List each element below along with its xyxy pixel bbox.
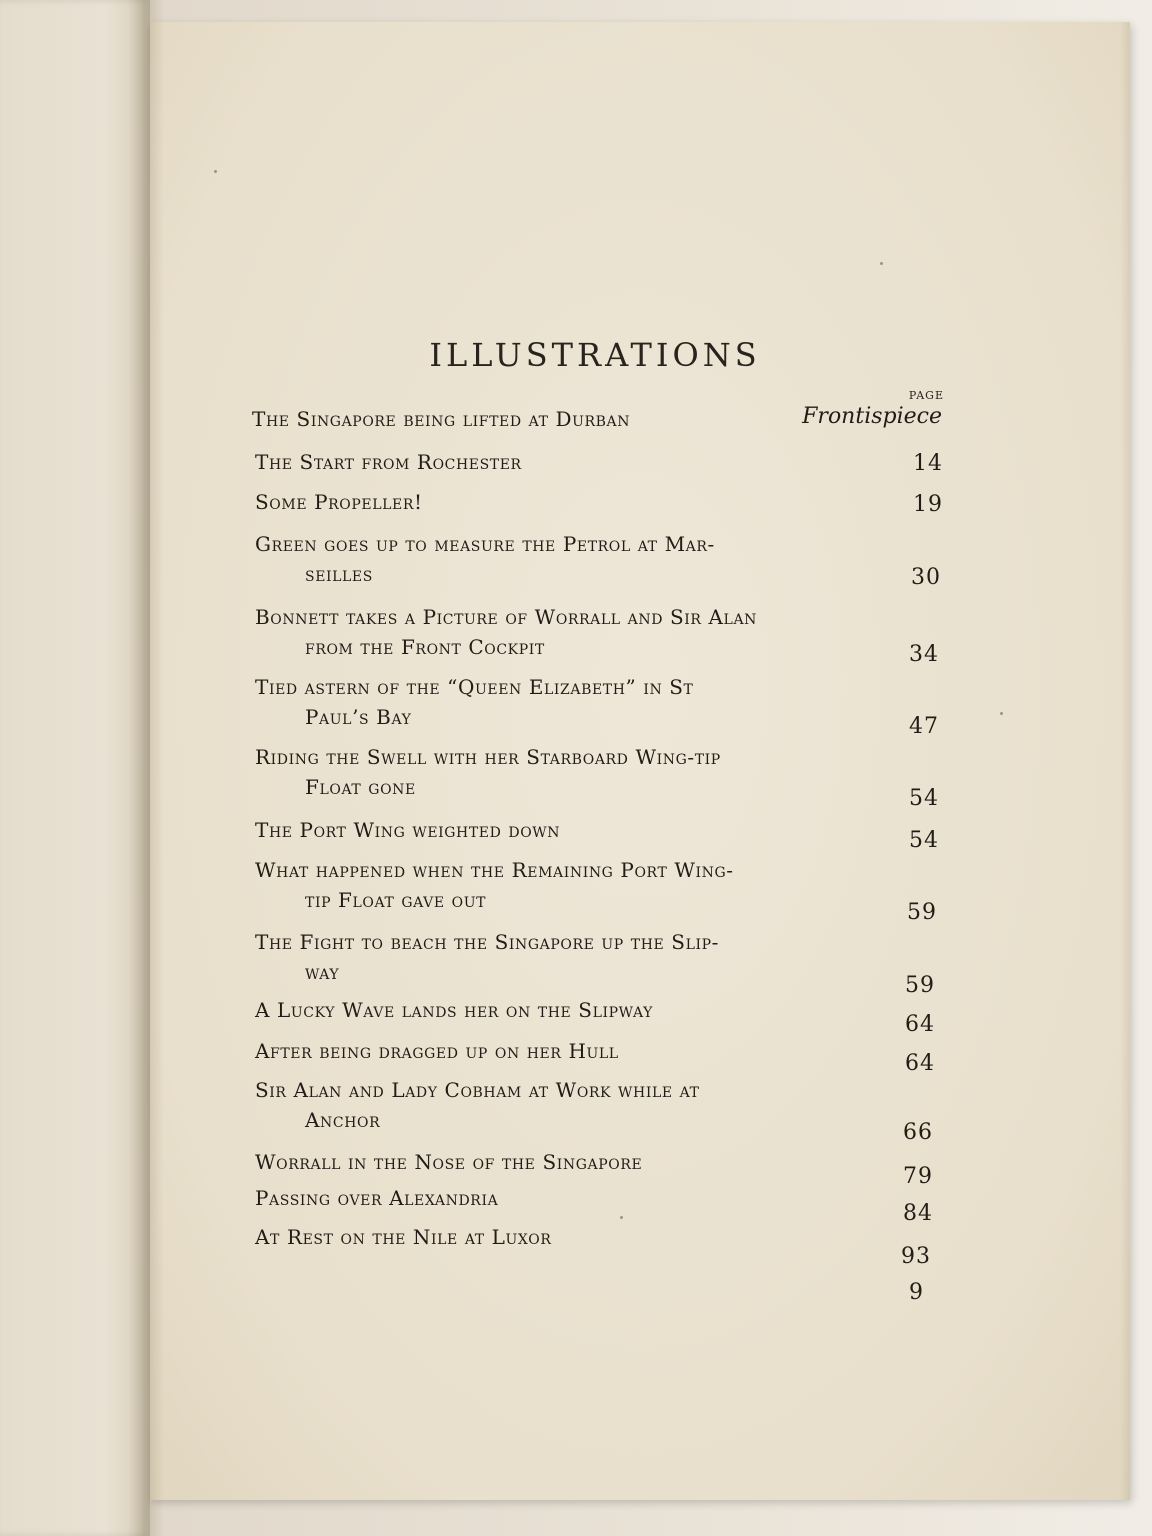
entry-title: Riding the Swell with her Starboard Wing-tip (255, 745, 721, 769)
list-item (255, 1036, 875, 1066)
entry-title-continued: Float gone (305, 775, 416, 799)
entry-title: Some Propeller! (255, 490, 423, 514)
entry-page: 30 (911, 565, 941, 590)
entry-title: The Singapore being lifted at Durban (252, 407, 631, 431)
paper-speck (620, 1216, 623, 1219)
list-item (255, 487, 875, 517)
list-item (255, 855, 875, 915)
entry-title-continued: Paul’s Bay (305, 705, 412, 729)
entry-page: 14 (913, 451, 943, 476)
list-item (255, 1183, 875, 1213)
entry-page: 79 (903, 1164, 933, 1189)
entry-page: 59 (907, 900, 937, 925)
list-item (255, 1075, 875, 1135)
entry-page: 84 (903, 1201, 933, 1226)
entry-page: 59 (905, 973, 935, 998)
entry-page: 64 (905, 1012, 935, 1037)
folio-number: 9 (909, 1280, 924, 1305)
entry-title: The Port Wing weighted down (255, 818, 561, 842)
entry-title: At Rest on the Nile at Luxor (255, 1225, 552, 1249)
entry-title-continued: Anchor (305, 1108, 381, 1132)
book-gutter (128, 0, 164, 1536)
entry-page: 93 (901, 1244, 931, 1269)
entry-title: After being dragged up on her Hull (255, 1039, 619, 1063)
entry-title: Bonnett takes a Picture of Worrall and Sir Alan (255, 605, 758, 629)
entry-page: 64 (905, 1051, 935, 1076)
list-item (255, 1147, 875, 1177)
entry-title: What happened when the Remaining Port Wing- (255, 858, 734, 882)
entry-page: Frontispiece (802, 404, 942, 429)
paper-speck (880, 262, 883, 265)
list-item (255, 447, 875, 477)
list-item (255, 672, 875, 732)
list-item (255, 742, 875, 802)
entry-title: Green goes up to measure the Petrol at Mar- (255, 532, 715, 556)
entry-page: 19 (913, 492, 943, 517)
entry-title: Passing over Alexandria (255, 1186, 499, 1210)
entry-page: 34 (909, 642, 939, 667)
list-item (252, 404, 872, 434)
entry-title: Worrall in the Nose of the Singapore (255, 1150, 643, 1174)
list-item (255, 927, 875, 987)
list-item (255, 602, 875, 662)
entry-title: The Fight to beach the Singapore up the Slip- (255, 930, 720, 954)
entry-title: The Start from Rochester (255, 450, 522, 474)
entry-title-continued: seilles (305, 562, 373, 586)
list-item (255, 995, 875, 1025)
entry-title: Tied astern of the “Queen Elizabeth” in St (255, 675, 694, 699)
page-column-label: PAGE (908, 389, 944, 402)
entry-page: 66 (903, 1120, 933, 1145)
entry-title-continued: way (305, 960, 340, 984)
entry-title-continued: tip Float gave out (305, 888, 487, 912)
list-item (255, 815, 875, 845)
paper-speck (1000, 712, 1003, 715)
page-edge-shadow (1120, 22, 1130, 1500)
entry-title: Sir Alan and Lady Cobham at Work while at (255, 1078, 700, 1102)
list-item (255, 1222, 875, 1252)
list-item (255, 529, 875, 589)
paper-speck (214, 170, 217, 173)
entry-page: 54 (909, 786, 939, 811)
page-title: ILLUSTRATIONS (429, 336, 761, 374)
entry-title-continued: from the Front Cockpit (305, 635, 545, 659)
entry-page: 54 (909, 828, 939, 853)
entry-title: A Lucky Wave lands her on the Slipway (255, 998, 653, 1022)
entry-page: 47 (909, 714, 939, 739)
